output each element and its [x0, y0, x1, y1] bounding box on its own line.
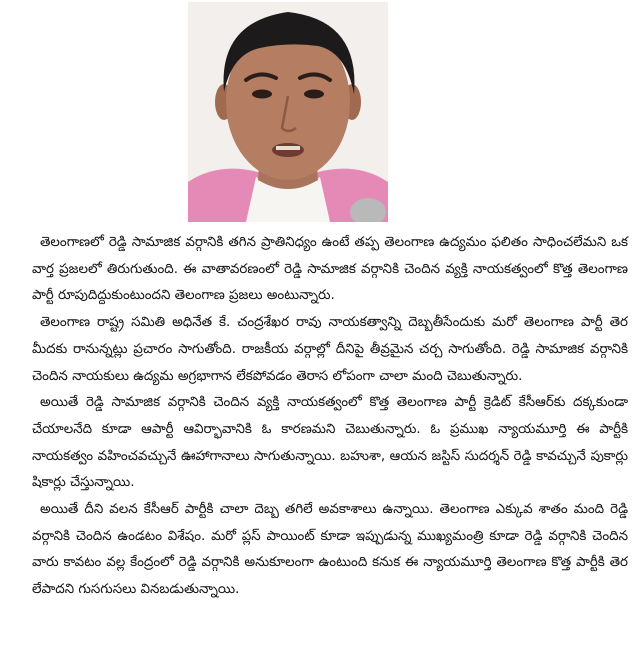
- article-paragraph: తెలంగాణలో రెడ్డి సామాజిక వర్గానికి తగిన ప్రాతినిధ్యం ఉంటే తప్ప తెలంగాణ ఉద్యమం ఫలితం సాధించలేమని ఒక వార్త ప్రజలలో తిరుగుతుంది. ఈ వాతావరణంలో రెడ్డి సామాజిక వర్గానికి చెందిన వ్యక్తి నాయకత్వంలో కొత్త తెలంగాణ పార్టీ రూపుదిద్దుకుంటుందని తెలంగాణ ప్రజలు అంటున్నారు.: [32, 235, 628, 304]
- article-photo: [188, 2, 388, 222]
- article-body: [32, 230, 628, 604]
- article-paragraph: అయితే రెడ్డి సామాజిక వర్గానికి చెందిన వ్యక్తి నాయకత్వంలో కొత్త తెలంగాణ పార్టీ క్రెడిట్ కేసీఆర్‌కు దక్కకుండా చేయాలనేది కూడా ఆపార్టీ ఆవిర్భావానికి ఓ కారణమని చెబుతున్నారు. ఓ ప్రముఖ న్యాయమూర్తి ఈ పార్టీకి నాయకత్వం వహించవచ్చునే ఊహాగానాలు సాగుతున్నాయి. బహుశా, ఆయన జస్టిస్ సుదర్శన్ రెడ్డి కావచ్చునే పుకార్లు షికార్లు చేస్తున్నాయి.: [32, 395, 628, 491]
- article-paragraph: అయితే దీని వలన కేసీఆర్ పార్టీకి చాలా దెబ్బ తగిలే అవకాశాలు ఉన్నాయి. తెలంగాణ ఎక్కువ శాతం మంది రెడ్డి వర్గానికి చెందిన ఉండటం విశేషం. మరో ప్లస్ పాయింట్ కూడా ఇప్పుడున్న ముఖ్యమంత్రి కూడా రెడ్డి వర్గానికి చెందిన వారు కావటం వల్ల కేంద్రంలో రెడ్డి వర్గానికి అనుకూలంగా ఉంటుంది కనుక ఈ న్యాయమూర్తి తెలంగాణ కొత్త పార్టీకి తెర లేపాదని గుసగుసలు వినబడుతున్నాయి.: [32, 502, 628, 598]
- article-paragraph: తెలంగాణ రాష్ట్ర సమితి అధినేత కే. చంద్రశేఖర రావు నాయకత్వాన్ని దెబ్బతీసేందుకు మరో తెలంగాణ పార్టీ తెర మీదకు రానున్నట్లు ప్రచారం సాగుతోంది. రాజకీయ వర్గాల్లో దీనిపై తీవ్రమైన చర్చ సాగుతోంది. రెడ్డి సామాజిక వర్గానికి చెందిన నాయకులు ఉద్యమ అగ్రభాగాన లేకపోవడం తెరాస లోపంగా చాలా మంది చెబుతున్నారు.: [32, 315, 628, 384]
- portrait-image: [188, 2, 388, 222]
